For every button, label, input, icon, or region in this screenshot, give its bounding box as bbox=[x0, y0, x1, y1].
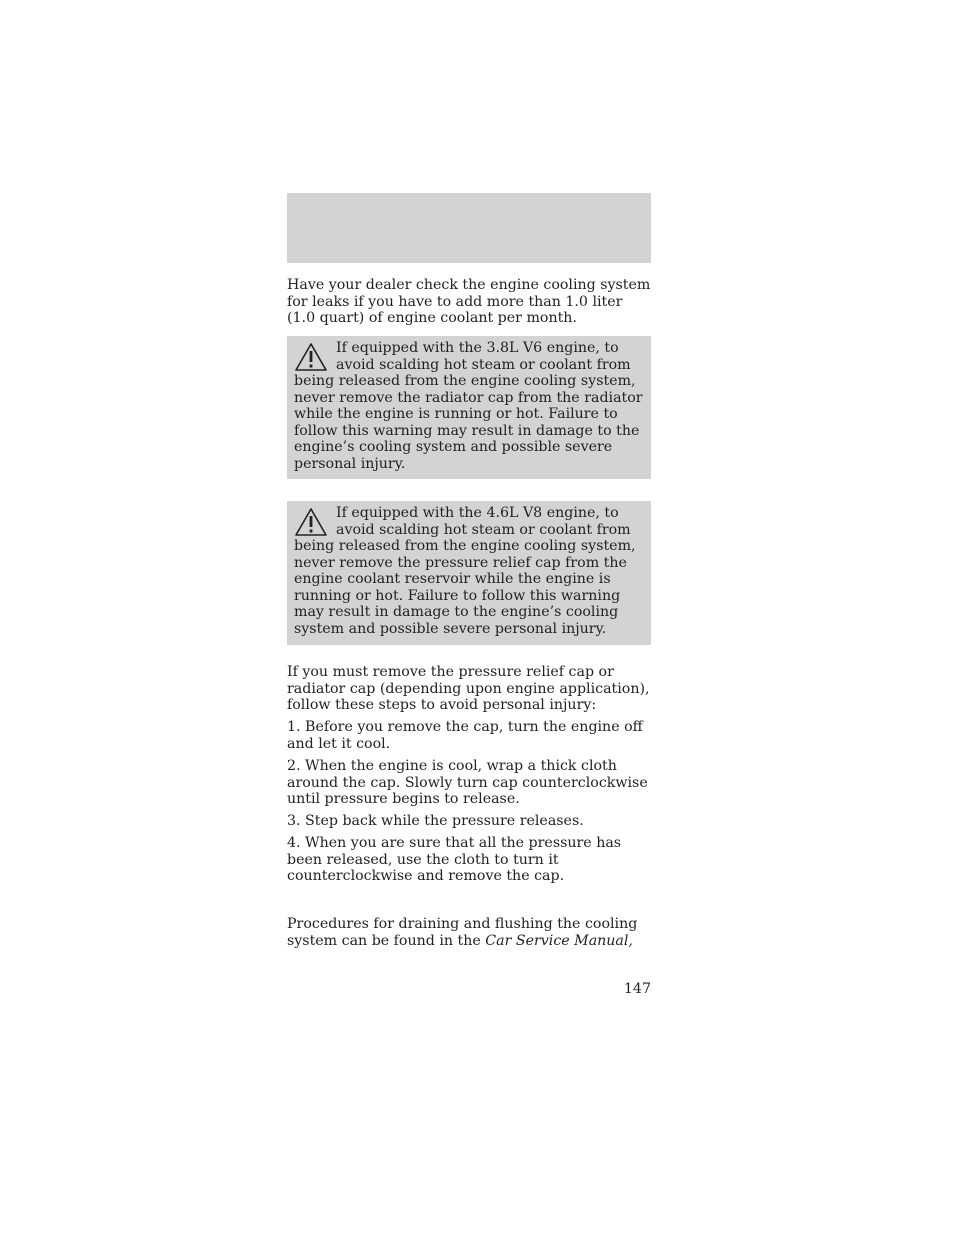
warning-text-v6: If equipped with the 3.8L V6 engine, to avoid scalding hot steam or coolant from being released from the engine cooling system, never remove the radiator cap from the radiator while the engine is running or hot. Failure to follow this warning may result in damage to the engine’s cooling system and possible severe personal injury. bbox=[294, 340, 643, 472]
warning-box-v8 bbox=[287, 501, 651, 645]
warning-text-v8: If equipped with the 4.6L V8 engine, to avoid scalding hot steam or coolant from being released from the engine cooling system, never remove the pressure relief cap from the engine coolant reservoir while the engine is running or hot. Failure to follow this warning may result in damage to the engine’s cooling system and possible severe personal injury. bbox=[294, 505, 636, 637]
warning-triangle-icon bbox=[294, 507, 328, 537]
step-item: 3. Step back while the pressure releases. bbox=[287, 813, 584, 829]
warning-triangle-icon bbox=[294, 342, 328, 372]
steps-intro-paragraph: If you must remove the pressure relief cap or radiator cap (depending upon engine application), follow these steps to avoid personal injury: bbox=[287, 664, 650, 713]
step-item: 2. When the engine is cool, wrap a thick cloth around the cap. Slowly turn cap counterclockwise until pressure begins to release. bbox=[287, 758, 648, 807]
step-item: 4. When you are sure that all the pressure has been released, use the cloth to turn it counterclockwise and remove the cap. bbox=[287, 835, 622, 884]
section-header-band bbox=[287, 193, 651, 263]
intro-paragraph: Have your dealer check the engine cooling system for leaks if you have to add more than 1.0 liter (1.0 quart) of engine coolant per month. bbox=[287, 277, 651, 326]
warning-box-v6 bbox=[287, 336, 651, 479]
page-number: 147 bbox=[623, 981, 651, 997]
procedures-text: Procedures for draining and flushing the cooling system can be found in the bbox=[287, 916, 638, 949]
procedures-paragraph bbox=[287, 916, 651, 949]
manual-title: Car Service Manual, bbox=[485, 932, 633, 949]
step-item: 1. Before you remove the cap, turn the engine off and let it cool. bbox=[287, 719, 643, 752]
